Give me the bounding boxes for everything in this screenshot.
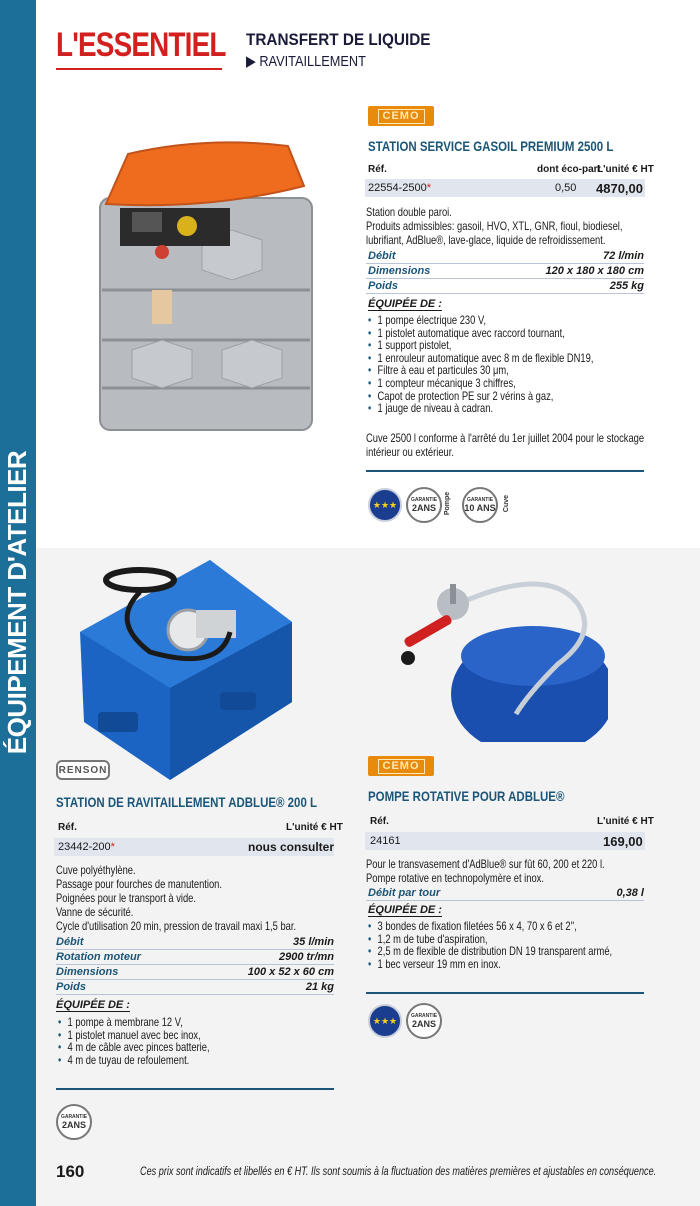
equipment-heading: ÉQUIPÉE DE :: [368, 298, 442, 310]
spec-divider: [366, 263, 644, 264]
spec-value: 72 l/min: [603, 250, 644, 262]
equipment-list: [58, 1016, 210, 1066]
list-item: • 2,5 m de flexible de distribution DN 19 transparent armé,: [368, 945, 612, 958]
eco-value: 0,50: [555, 182, 577, 194]
reference-value: 22554-2500*: [368, 182, 432, 194]
list-item: • 3 bondes de fixation filetées 56 x 4, 70 x 6 et 2'',: [368, 920, 612, 933]
description-line: Vanne de sécurité.: [56, 905, 134, 919]
description-line: Pour le transvasement d'AdBlue® sur fût 60, 200 et 220 l.: [366, 857, 605, 871]
spec-divider: [56, 979, 334, 980]
description-line: Cycle d'utilisation 20 min, pression de travail maxi 1,5 bar.: [56, 919, 297, 933]
description-line: Passage pour fourches de manutention.: [56, 877, 222, 891]
spec-label: Dimensions: [368, 265, 431, 277]
spec-value: 35 l/min: [293, 936, 334, 948]
adblue-station-image: [70, 552, 300, 784]
description-line: Produits admissibles: gasoil, HVO, XTL, GNR, fioul, biodiesel,: [366, 219, 623, 233]
equipment-list: [368, 920, 612, 970]
spec-divider: [366, 900, 644, 901]
warranty-badge: GARANTIE 2ANS: [406, 1003, 442, 1039]
equipment-heading: ÉQUIPÉE DE :: [56, 999, 130, 1011]
price-value: nous consulter: [248, 840, 335, 854]
description-line: Station double paroi.: [366, 205, 452, 219]
list-item: • 4 m de tuyau de refoulement.: [58, 1054, 210, 1067]
product-title: POMPE ROTATIVE POUR ADBLUE®: [368, 788, 565, 804]
price-header: L'unité € HT: [286, 822, 343, 833]
list-item: • 1 pistolet manuel avec bec inox,: [58, 1029, 210, 1042]
list-item: • 1 support pistolet,: [368, 339, 593, 352]
list-item: • 1 bec verseur 19 mm en inox.: [368, 958, 612, 971]
spec-divider: [56, 994, 334, 995]
spec-value: 21 kg: [305, 981, 334, 993]
product-title: STATION SERVICE GASOIL PREMIUM 2500 L: [368, 138, 614, 154]
category-title: TRANSFERT DE LIQUIDE: [246, 30, 431, 49]
price-value: 169,00: [603, 834, 643, 849]
description-line: Cuve polyéthylène.: [56, 863, 136, 877]
list-item: • 4 m de câble avec pinces batterie,: [58, 1041, 210, 1054]
price-value: 4870,00: [596, 181, 643, 196]
list-item: • 1 pompe à membrane 12 V,: [58, 1016, 210, 1029]
list-item: • 1,2 m de tube d'aspiration,: [368, 933, 612, 946]
subcategory-link[interactable]: ▶ RAVITAILLEMENT: [246, 53, 366, 70]
list-item: • 1 jauge de niveau à cadran.: [368, 402, 593, 415]
description-line: Pompe rotative en technopolymère et inox.: [366, 871, 544, 885]
ref-header: Réf.: [58, 822, 77, 833]
spec-value: 255 kg: [609, 280, 644, 292]
product-title: STATION DE RAVITAILLEMENT ADBLUE® 200 L: [56, 794, 318, 810]
eco-header: dont éco-part: [537, 164, 601, 175]
list-item: • 1 pompe électrique 230 V,: [368, 314, 593, 327]
spec-label: Dimensions: [56, 966, 119, 978]
badge-caption: Pompe: [444, 491, 452, 516]
ref-header: Réf.: [370, 816, 389, 827]
ref-header: Réf.: [368, 164, 387, 175]
price-header: L'unité € HT: [597, 164, 654, 175]
spec-label: Débit par tour: [368, 887, 441, 899]
eu-flag-icon: ★★★: [368, 1004, 402, 1038]
spec-value: 2900 tr/mn: [278, 951, 334, 963]
spec-label: Poids: [368, 280, 398, 292]
spec-label: Débit: [56, 936, 84, 948]
reference-value: 24161: [370, 835, 401, 847]
spec-divider: [56, 949, 334, 950]
section-divider: [56, 1088, 334, 1090]
eu-flag-icon: ★★★: [368, 488, 402, 522]
cemo-logo: CEMO: [368, 756, 434, 776]
spec-value: 100 x 52 x 60 cm: [247, 966, 334, 978]
reference-value: 23442-200*: [58, 841, 115, 853]
list-item: • 1 enrouleur automatique avec 8 m de flexible DN19,: [368, 352, 593, 365]
spec-label: Rotation moteur: [56, 951, 141, 963]
sidebar-label: ÉQUIPEMENT D'ATELIER: [2, 450, 33, 754]
renson-logo: RENSON: [56, 760, 110, 780]
spec-label: Débit: [368, 250, 396, 262]
spec-value: 0,38 l: [616, 887, 644, 899]
list-item: • Filtre à eau et particules 30 μm,: [368, 364, 593, 377]
gasoil-station-image: [92, 140, 320, 440]
spec-divider: [366, 278, 644, 279]
note-line: intérieur ou extérieur.: [366, 445, 454, 459]
spec-label: Poids: [56, 981, 86, 993]
spec-divider: [56, 964, 334, 965]
page-number: 160: [56, 1162, 85, 1181]
note-line: Cuve 2500 l conforme à l'arrêté du 1er juillet 2004 pour le stockage: [366, 431, 645, 445]
warranty-badge: GARANTIE 2ANS: [56, 1104, 92, 1140]
warranty-badge: GARANTIE 2ANS: [406, 487, 442, 523]
description-line: lubrifiant, AdBlue®, lave-glace, liquide de refroidissement.: [366, 233, 606, 247]
description-line: Poignées pour le transport à vide.: [56, 891, 196, 905]
spec-value: 120 x 180 x 180 cm: [545, 265, 644, 277]
rotary-pump-image: [398, 574, 608, 742]
price-disclaimer: Ces prix sont indicatifs et libellés en € HT. Ils sont soumis à la fluctuation des matières premières et ajustables en conséquence.: [140, 1164, 657, 1178]
section-divider: [366, 992, 644, 994]
equipment-list: [368, 314, 593, 415]
badge-caption: Cuve: [503, 494, 511, 513]
list-item: • 1 pistolet automatique avec raccord tournant,: [368, 327, 593, 340]
brand-title: L'ESSENTIEL: [56, 26, 226, 64]
cemo-logo: CEMO: [368, 106, 434, 126]
section-divider: [366, 470, 644, 472]
list-item: • Capot de protection PE sur 2 vérins à gaz,: [368, 390, 593, 403]
list-item: • 1 compteur mécanique 3 chiffres,: [368, 377, 593, 390]
warranty-badge: GARANTIE 10 ANS: [462, 487, 498, 523]
spec-divider: [366, 293, 644, 294]
price-header: L'unité € HT: [597, 816, 654, 827]
brand-underline: [56, 68, 222, 70]
equipment-heading: ÉQUIPÉE DE :: [368, 904, 442, 916]
